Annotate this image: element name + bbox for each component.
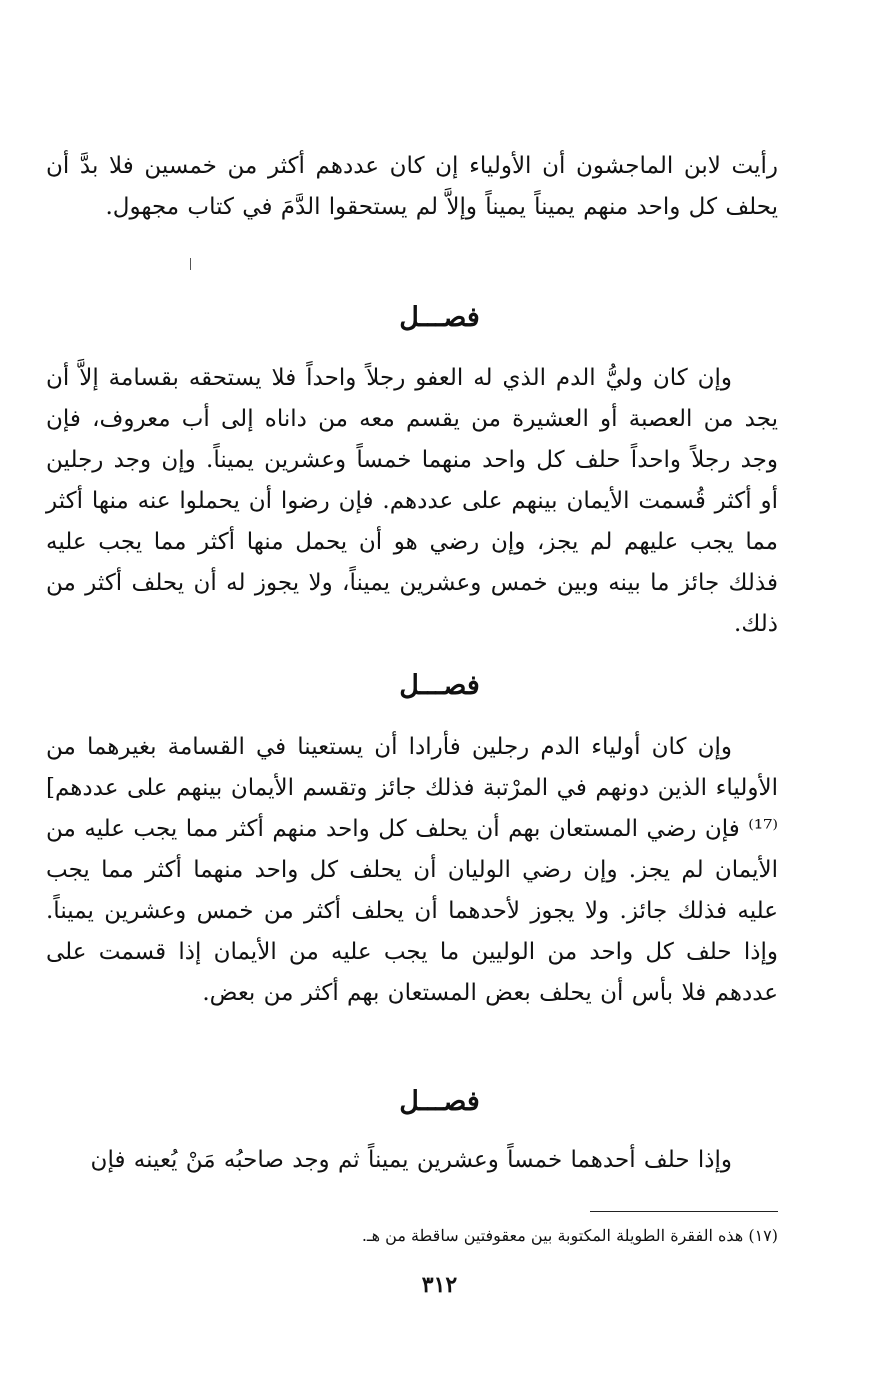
section-body-1: وإن كان وليُّ الدم الذي له العفو رجلاً واحداً فلا يستحقه بقسامة إلاَّ أن يجد من العصبة أو العشيرة من يقسم معه من داناه إلى أب معروف، فإن وجد رجلاً واحداً حلف كل واحد منهما خمساً وعشرين يميناً. وإن وجد رجلين أو أكثر قُسمت الأيمان بينهم على عددهم. فإن رضوا أن يحملوا عنه منها أكثر مما يجب عليهم لم يجز، وإن رضي هو أن يحمل منها أكثر مما يجب عليه فذلك جائز ما بينه وبين خمس وعشرين يميناً، ولا يجوز له أن يحلف أكثر من ذلك. (46, 365, 778, 637)
section-heading-3: فصـــل (399, 1086, 480, 1117)
section-body-3: وإذا حلف أحدهما خمساً وعشرين يميناً ثم وجد صاحبُه مَنْ يُعينه فإن (90, 1147, 732, 1173)
footnote-17: (١٧) هذه الفقرة الطويلة المكتوبة بين معقوفتين ساقطة من هـ. (361, 1226, 778, 1245)
section-heading-1: فصـــل (399, 302, 480, 333)
section-heading-2: فصـــل (399, 670, 480, 701)
page-number: ٣١٢ (421, 1272, 458, 1298)
intro-paragraph: رأيت لابن الماجشون أن الأولياء إن كان عددهم أكثر من خمسين فلا بدَّ أن يحلف كل واحد منهم يميناً يميناً وإلاَّ لم يستحقوا الدَّمَ في كتاب مجهول. (46, 153, 778, 220)
footnote-divider (590, 1211, 778, 1212)
stray-mark (190, 258, 191, 270)
section-body-2: وإن كان أولياء الدم رجلين فأرادا أن يستعينا في القسامة بغيرهما من الأولياء الذين دونهم في المرْتبة فذلك جائز وتقسم الأيمان بينهم على عددهم]⁽¹⁷⁾ فإن رضي المستعان بهم أن يحلف كل واحد منهم أكثر مما يجب عليه من الأيمان لم يجز. وإن رضي الوليان أن يحلف كل واحد منهما أكثر مما يجب عليه فذلك جائز. ولا يجوز لأحدهما أن يحلف أكثر من خمس وعشرين يميناً. وإذا حلف كل واحد من الوليين ما يجب عليه من الأيمان إذا قسمت على عددهم فلا بأس أن يحلف بعض المستعان بهم أكثر من بعض. (46, 734, 778, 1006)
